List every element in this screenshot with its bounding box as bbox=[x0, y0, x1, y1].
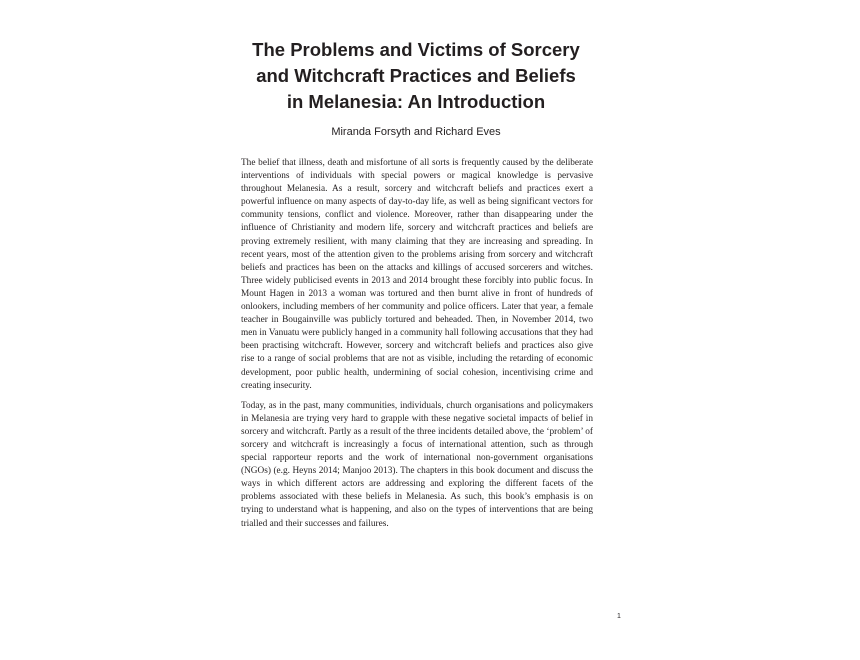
body-paragraph: The belief that illness, death and misfortune of all sorts is frequently caused by the deliberate interventions of individuals with special powers or magical knowledge is pervasive throughout Melanesia. As a result, sorcery and witchcraft beliefs and practices exert a powerful influence on many aspects of day-to-day life, as well as being significant vectors for community tensions, conflict and violence. Moreover, rather than disappearing under the influence of Christianity and modern life, sorcery and witchcraft practices and beliefs are proving extremely resilient, with many claiming that they are increasing and spreading. In recent years, most of the attention given to the problems arising from sorcery and witchcraft beliefs and practices has been on the attacks and killings of accused sorcerers and witches. Three widely publicised events in 2013 and 2014 brought these forcibly into public focus. In Mount Hagen in 2013 a woman was tortured and then burnt alive in front of hundreds of onlookers, including members of her community and police officers. Later that year, a female teacher in Bougainville was publicly tortured and beheaded. Then, in November 2014, two men in Vanuatu were publicly hanged in a community hall following accusations that they had been practising witchcraft. However, sorcery and witchcraft beliefs and practices also give rise to a range of social problems that are not as visible, including the retarding of economic development, poor public health, undermining of social cohesion, incentivising crime and creating insecurity. bbox=[241, 158, 593, 391]
author-list: Miranda Forsyth and Richard Eves bbox=[331, 126, 501, 138]
title-line: and Witchcraft Practices and Beliefs bbox=[256, 65, 576, 86]
page-number: 1 bbox=[617, 613, 621, 620]
body-paragraph: Today, as in the past, many communities, individuals, church organisations and policymakers in Melanesia are trying very hard to grapple with these negative societal impacts of belief in sorcery and witchcraft. Partly as a result of the three incidents detailed above, the ‘problem’ of sorcery and witchcraft is increasingly a focus of international attention, such as through special rapporteur reports and the work of international non-government organisations (NGOs) (e.g. Heyns 2014; Manjoo 2013). The chapters in this book document and discuss the ways in which different actors are addressing and exploring the different facets of the problems associated with these beliefs in Melanesia. As such, this book’s emphasis is on trying to understand what is happening, and also on the types of interventions that are being trialled and their successes and failures. bbox=[241, 400, 593, 529]
body-text bbox=[241, 157, 593, 538]
title-line: The Problems and Victims of Sorcery bbox=[252, 39, 580, 60]
title-line: in Melanesia: An Introduction bbox=[286, 91, 546, 112]
paper-title bbox=[200, 37, 632, 115]
